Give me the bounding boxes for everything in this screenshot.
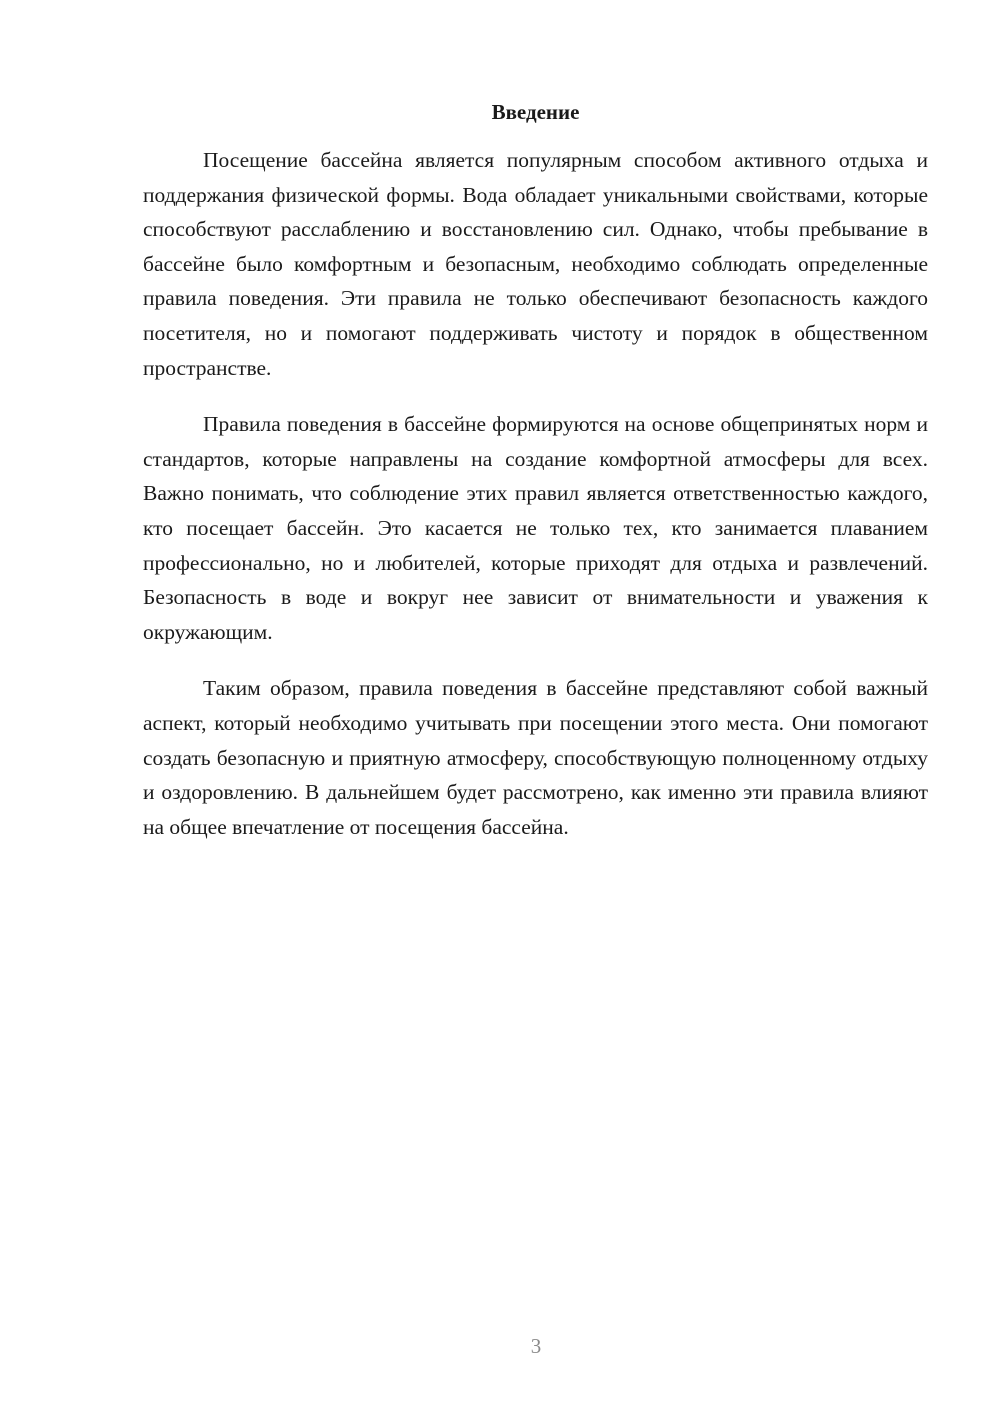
page-number: 3 bbox=[530, 1334, 542, 1358]
document-body bbox=[143, 143, 928, 866]
section-heading: Введение bbox=[491, 100, 580, 124]
paragraph-3: Таким образом, правила поведения в бассейне представляют собой важный аспект, который необходимо учитывать при посещении этого места. Они помогают создать безопасную и приятную атмосферу, способствующую полноценному отдыху и оздоровлению. В дальнейшем будет рассмотрено, как именно эти правила влияют на общее впечатление от посещения бассейна. bbox=[143, 676, 928, 839]
paragraph-1: Посещение бассейна является популярным способом активного отдыха и поддержания физической формы. Вода обладает уникальными свойствами, которые способствуют расслаблению и восстановлению сил. Однако, чтобы пребывание в бассейне было комфортным и безопасным, необходимо соблюдать определенные правила поведения. Эти правила не только обеспечивают безопасность каждого посетителя, но и помогают поддерживать чистоту и порядок в общественном пространстве. bbox=[143, 148, 928, 380]
paragraph-2: Правила поведения в бассейне формируются на основе общепринятых норм и стандартов, которые направлены на создание комфортной атмосферы для всех. Важно понимать, что соблюдение этих правил является ответственностью каждого, кто посещает бассейн. Это касается не только тех, кто занимается плаванием профессионально, но и любителей, которые приходят для отдыха и развлечений. Безопасность в воде и вокруг нее зависит от внимательности и уважения к окружающим. bbox=[143, 412, 928, 644]
